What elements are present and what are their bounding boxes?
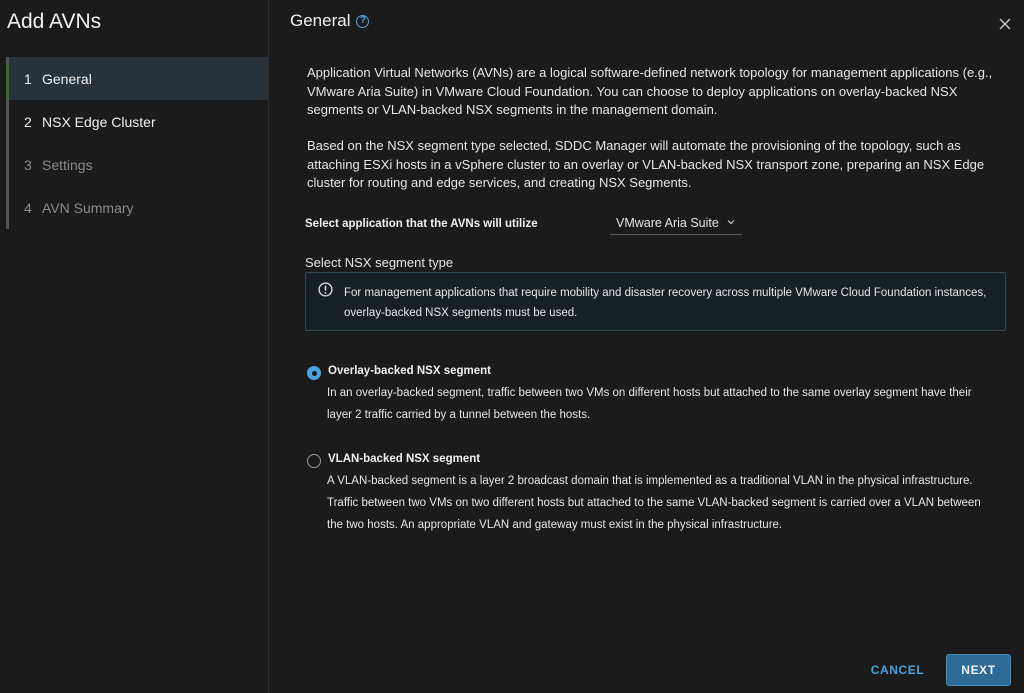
step-general[interactable] [9, 57, 269, 100]
close-icon[interactable] [998, 17, 1012, 31]
info-icon [318, 282, 333, 297]
help-icon[interactable]: ? [356, 15, 369, 28]
option-description: A VLAN-backed segment is a layer 2 broadcast domain that is implemented as a traditional VLAN in the physical infrastructure. Traffic between two VMs on two different hosts but attached to the same VLAN-backed segment is carried over a VLAN between the two hosts. An appropriate VLAN and gateway must exist in the physical infrastructure. [327, 475, 981, 531]
step-number: 3 [24, 156, 32, 173]
application-selected-value: VMware Aria Suite [616, 216, 719, 230]
step-settings [9, 143, 269, 186]
wizard-steps [6, 57, 269, 229]
application-label: Select application that the AVNs will utilize [305, 218, 538, 230]
wizard-sidebar [0, 0, 269, 693]
step-number: 4 [24, 199, 32, 216]
option-description: In an overlay-backed segment, traffic between two VMs on different hosts but attached to the same overlay segment have their layer 2 traffic carried by a tunnel between the hosts. [327, 387, 972, 421]
radio-overlay-backed[interactable] [307, 366, 321, 380]
step-number: 1 [24, 70, 32, 87]
step-nsx-edge-cluster[interactable] [9, 100, 269, 143]
radio-vlan-backed[interactable] [307, 454, 321, 468]
cancel-button[interactable]: CANCEL [864, 657, 931, 683]
option-title[interactable]: Overlay-backed NSX segment [328, 365, 491, 377]
step-number: 2 [24, 113, 32, 130]
application-selector-row [305, 216, 745, 236]
info-alert [305, 272, 1006, 331]
step-label: General [42, 70, 92, 87]
page-title: General [290, 11, 351, 30]
chevron-down-icon [727, 218, 735, 226]
page-title-row [290, 11, 369, 31]
step-label: AVN Summary [42, 199, 134, 216]
next-button[interactable]: NEXT [946, 654, 1011, 686]
option-title[interactable]: VLAN-backed NSX segment [328, 453, 481, 465]
step-label: NSX Edge Cluster [42, 113, 156, 130]
wizard-title: Add AVNs [7, 10, 102, 33]
segment-type-label: Select NSX segment type [305, 255, 454, 270]
intro-paragraph-2: Based on the NSX segment type selected, SDDC Manager will automate the provisioning of the topology, such as attaching ESXi hosts in a vSphere cluster to an overlay or VLAN-backed NSX transport zone, preparing an NSX Edge cluster for routing and edge services, and creating NSX Segments. [307, 138, 985, 190]
info-alert-text: For management applications that require mobility and disaster recovery across multiple VMware Cloud Foundation instances, overlay-backed NSX segments must be used. [344, 287, 987, 319]
application-select[interactable] [610, 213, 742, 235]
wizard-main-panel [270, 0, 1024, 693]
step-avn-summary [9, 186, 269, 229]
intro-paragraph-1: Application Virtual Networks (AVNs) are a logical software-defined network topology for management applications (e.g., VMware Aria Suite) in VMware Cloud Foundation. You can choose to deploy applications on overlay-backed NSX segments or VLAN-backed NSX segments in the management domain. [307, 65, 993, 117]
active-step-indicator [6, 63, 9, 100]
step-label: Settings [42, 156, 93, 173]
